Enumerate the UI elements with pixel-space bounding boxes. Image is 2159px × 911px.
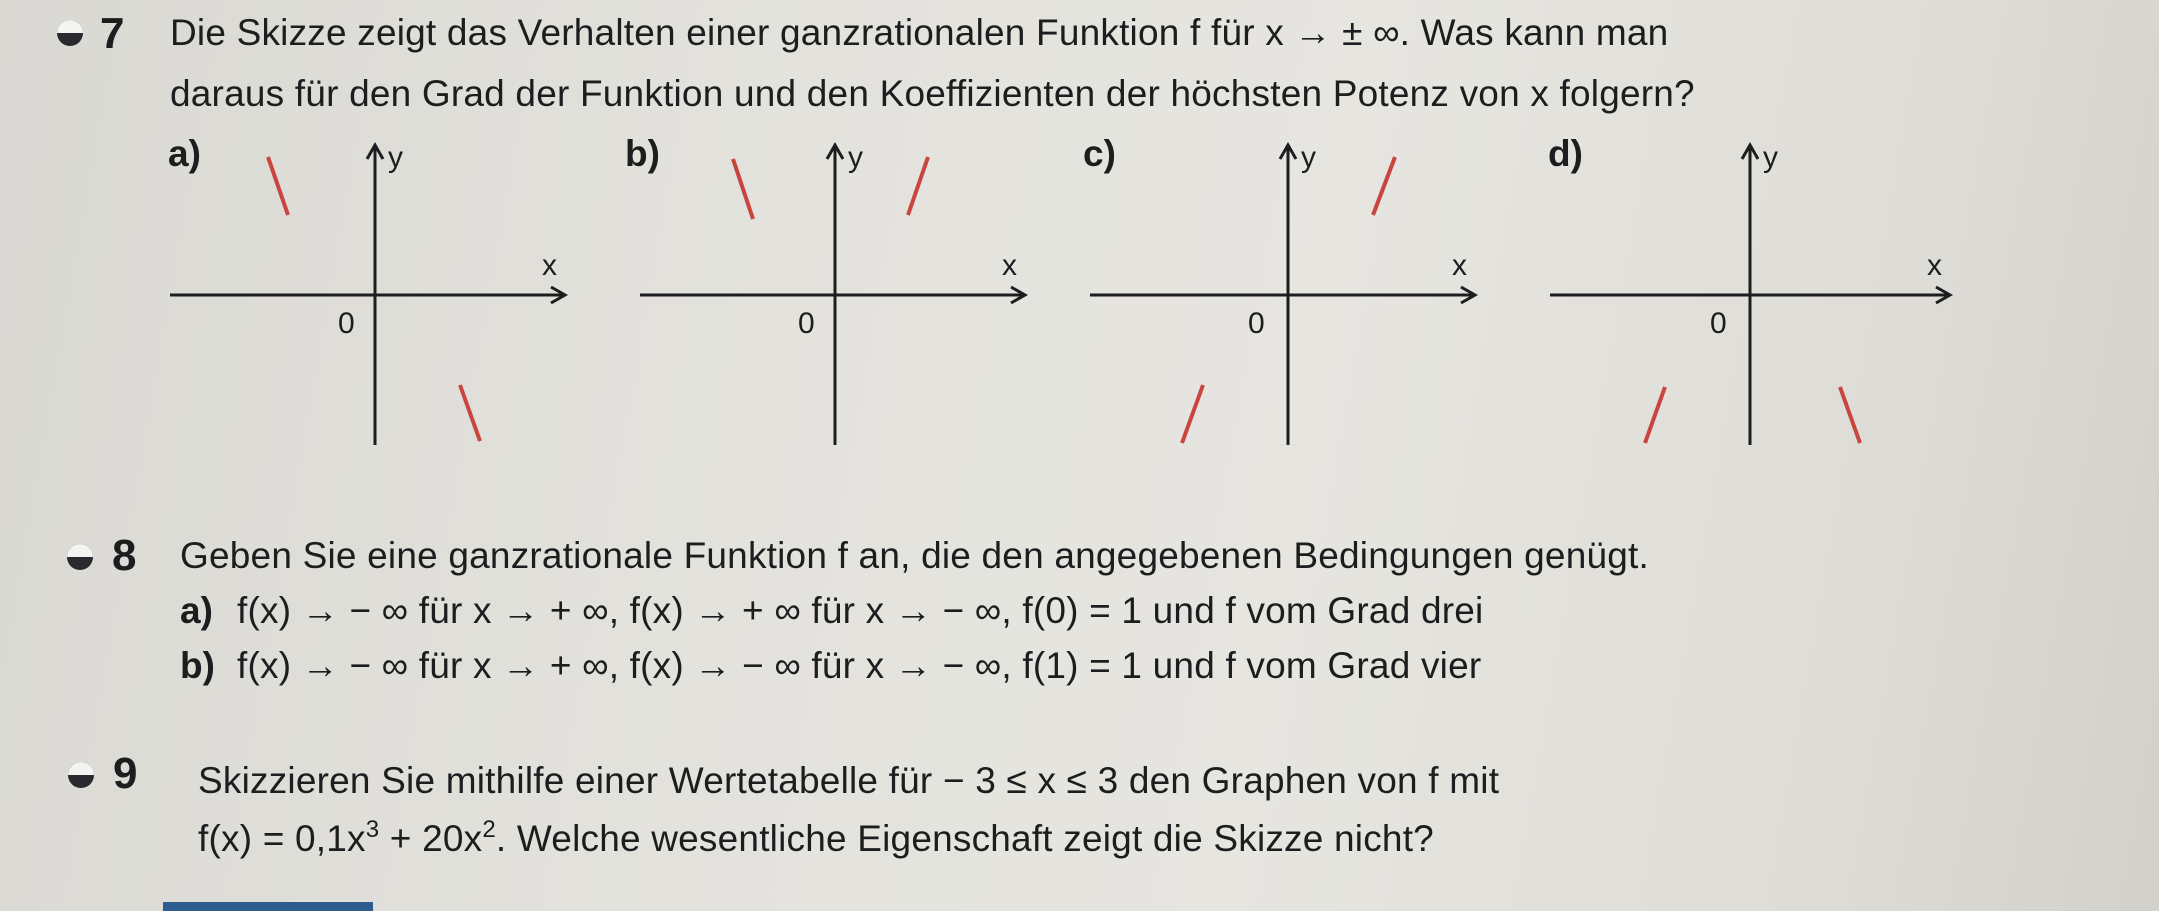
graph-a [170,135,570,455]
formula-exponent: 3 [365,816,380,843]
left-end-curve [733,159,753,219]
y-label: y [1763,141,1778,174]
x-label: x [1002,249,1017,282]
formula-exponent: 2 [482,816,496,843]
origin-label: 0 [1248,307,1265,340]
y-label: y [848,141,863,174]
right-end-curve [460,385,480,441]
graph-d [1550,135,1970,455]
origin-label: 0 [338,307,355,340]
origin-label: 0 [798,307,815,340]
right-end-curve [1840,387,1860,443]
x-label: x [1927,249,1942,282]
formula-suffix: . Welche wesentliche Eigenschaft zeigt die Skizze nicht? [495,818,1434,859]
left-end-curve [1182,385,1203,443]
y-label: y [1301,141,1316,174]
difficulty-dot-icon [57,20,83,46]
task-text-line: Die Skizze zeigt das Verhalten einer ganzrationalen Funktion f für x → ± ∞. Was kann man [170,12,1669,53]
right-end-curve [908,157,928,215]
y-label: y [388,141,403,174]
subtask-label: d) [1548,133,1583,174]
right-end-curve [1373,157,1395,215]
task-text-line: Skizzieren Sie mithilfe einer Wertetabelle für − 3 ≤ x ≤ 3 den Graphen von f mit [198,760,1500,801]
subtask-text: f(x) → − ∞ für x → + ∞, f(x) → − ∞ für x → − ∞, f(1) = 1 und f vom Grad vier [237,645,1482,686]
task-text-line: daraus für den Grad der Funktion und den Koeffizienten der höchsten Potenz von x folgern? [170,73,1695,114]
x-label: x [542,249,557,282]
graph-c [1090,135,1490,455]
subtask-text: f(x) → − ∞ für x → + ∞, f(x) → + ∞ für x → − ∞, f(0) = 1 und f vom Grad drei [237,590,1484,631]
difficulty-dot-icon [68,762,94,788]
task-formula-line [198,818,1434,857]
formula-middle: + 20x [379,818,483,859]
task-number: 9 [113,749,138,798]
origin-label: 0 [1710,307,1727,340]
x-label: x [1452,249,1467,282]
difficulty-dot-icon [67,544,93,570]
subtask-label: b) [180,645,215,686]
page-edge-bar [163,902,373,911]
subtask-label: b) [625,133,660,174]
subtask-label: a) [180,590,213,631]
subtask-label: a) [168,133,201,174]
graph-b [640,135,1040,455]
left-end-curve [268,157,288,215]
subtask-label: c) [1083,133,1116,174]
task-number: 7 [100,9,125,58]
formula-prefix: f(x) = 0,1x [198,818,366,859]
left-end-curve [1645,387,1665,443]
task-text-line: Geben Sie eine ganzrationale Funktion f an, die den angegebenen Bedingungen genügt. [180,535,1649,576]
task-number: 8 [112,531,137,580]
